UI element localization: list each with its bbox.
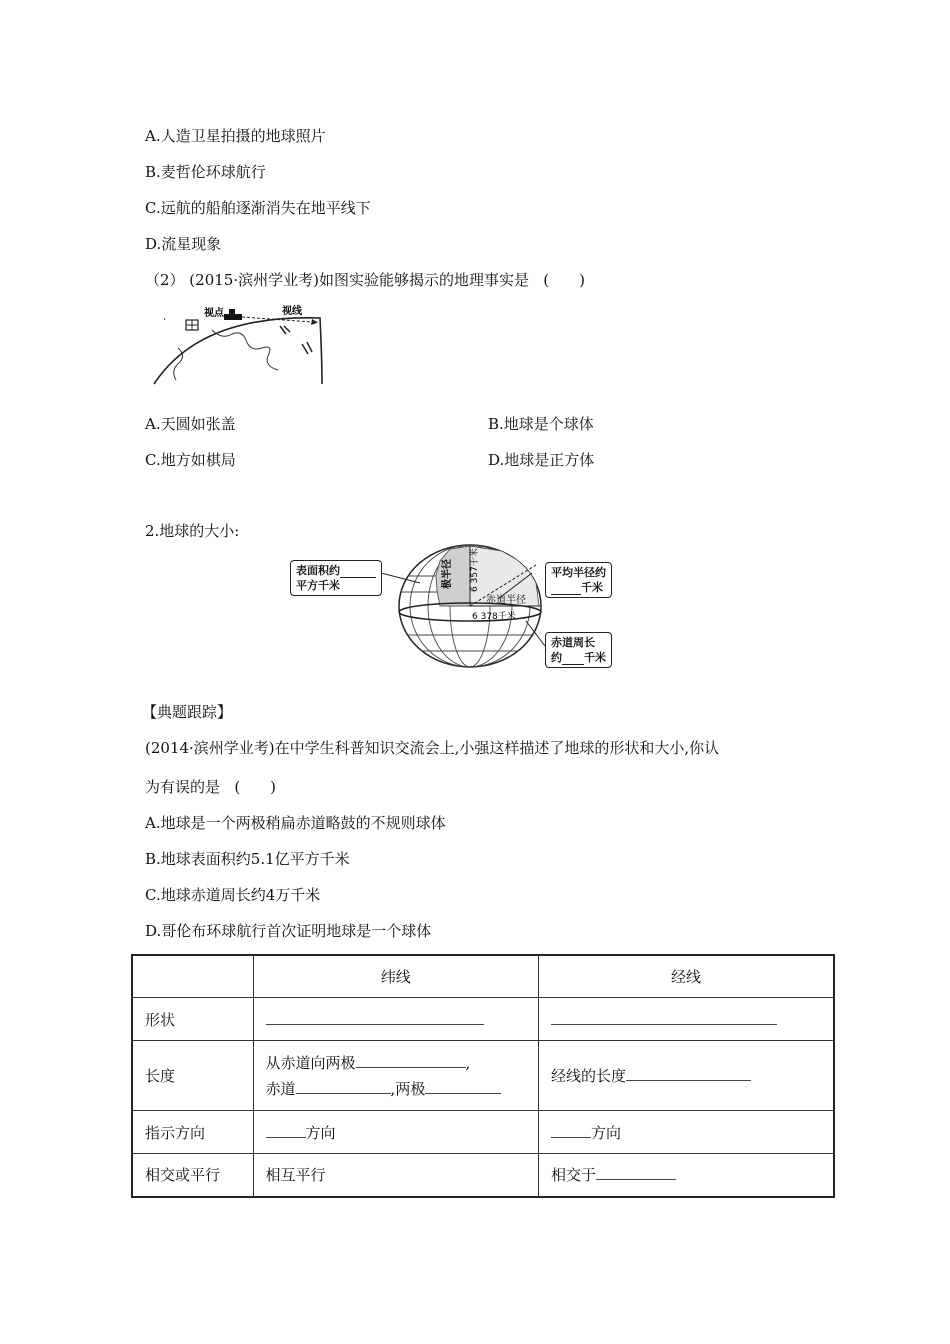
surface-area-blank bbox=[340, 563, 376, 578]
direction-weft-text: 方向 bbox=[305, 1123, 336, 1142]
length-weft-blank2[interactable] bbox=[296, 1079, 391, 1094]
direction-meridian-text: 方向 bbox=[591, 1123, 622, 1142]
equator-circumference-text2b: 千米 bbox=[584, 651, 606, 664]
table-header-empty bbox=[132, 955, 253, 998]
tracking-option-b: B.地球表面积约5.1亿平方千米 bbox=[145, 850, 350, 868]
viewpoint-label: 视点 bbox=[204, 308, 224, 319]
q2-answer-paren: ( ) bbox=[543, 271, 585, 289]
shape-meridian-cell bbox=[539, 998, 834, 1041]
length-weft-text-a: 从赤道向两极 bbox=[265, 1053, 356, 1072]
q2-option-a bbox=[145, 414, 594, 434]
equator-circumference-blank bbox=[562, 650, 584, 665]
lighthouse-icon bbox=[224, 309, 242, 320]
direction-meridian-cell bbox=[539, 1111, 834, 1154]
length-weft-text-d: ,两极 bbox=[390, 1079, 426, 1098]
row-label-length: 长度 bbox=[132, 1041, 253, 1111]
q2-option-c-text: C.地方如棋局 bbox=[145, 451, 236, 469]
average-radius-callout bbox=[545, 562, 612, 598]
q2-option-d: D.地球是正方体 bbox=[488, 451, 595, 469]
far-ship-icon bbox=[302, 342, 312, 354]
length-weft-text-c: 赤道 bbox=[265, 1079, 296, 1098]
average-radius-text2: 千米 bbox=[581, 581, 603, 594]
table-row-length bbox=[132, 1041, 834, 1111]
length-meridian-text: 经线的长度 bbox=[551, 1067, 627, 1085]
tracking-option-a: A.地球是一个两极稍扁赤道略鼓的不规则球体 bbox=[145, 814, 446, 832]
equator-circumference-row2 bbox=[551, 650, 606, 665]
polar-radius-value: 6 357千米 bbox=[470, 548, 480, 592]
surface-area-row1 bbox=[296, 563, 376, 578]
intersect-meridian-text: 相交于 bbox=[551, 1166, 597, 1185]
table-header-meridian: 经线 bbox=[539, 955, 834, 998]
table-header-row bbox=[132, 955, 834, 998]
earth-curvature-figure bbox=[150, 300, 340, 392]
table-row-shape bbox=[132, 998, 834, 1041]
tracking-stem-text: 为有误的是 bbox=[145, 778, 221, 796]
tracking-stem-line2 bbox=[145, 777, 276, 797]
equator-circumference-callout bbox=[545, 632, 612, 668]
tracking-option-c: C.地球赤道周长约4万千米 bbox=[145, 886, 321, 904]
q1-option-b: B.麦哲伦环球航行 bbox=[145, 163, 266, 181]
table-row-intersect bbox=[132, 1154, 834, 1197]
average-radius-row2 bbox=[551, 580, 606, 595]
equator-radius-value: 6 378千米 bbox=[472, 612, 516, 622]
tracking-option-d: D.哥伦布环球航行首次证明地球是一个球体 bbox=[145, 922, 432, 940]
length-weft-cell bbox=[253, 1041, 538, 1111]
length-weft-line2 bbox=[266, 1076, 526, 1102]
length-meridian-blank[interactable] bbox=[626, 1066, 751, 1081]
row-label-direction: 指示方向 bbox=[132, 1111, 253, 1154]
table-header-weft: 纬线 bbox=[253, 955, 538, 998]
q2-stem bbox=[145, 270, 585, 290]
tracking-answer-paren: ( ) bbox=[234, 778, 277, 796]
q2-stem-text: （2） (2015·滨州学业考)如图实验能够揭示的地理事实是 bbox=[145, 271, 529, 289]
direction-weft-blank[interactable] bbox=[266, 1123, 306, 1138]
q1-option-a: A.人造卫星拍摄的地球照片 bbox=[145, 127, 326, 145]
equator-circumference-text1: 赤道周长 bbox=[551, 636, 595, 649]
latitude-longitude-table bbox=[131, 954, 835, 1198]
surface-area-text2: 平方千米 bbox=[296, 579, 340, 592]
distant-ship-icon bbox=[280, 326, 290, 334]
direction-weft-cell bbox=[253, 1111, 538, 1154]
row-label-intersect: 相交或平行 bbox=[132, 1154, 253, 1197]
equator-circumference-text2a: 约 bbox=[551, 651, 562, 664]
length-weft-text-b: , bbox=[465, 1053, 471, 1072]
row-label-shape: 形状 bbox=[132, 998, 253, 1041]
sightline-label: 视线 bbox=[282, 306, 302, 317]
q1-option-c: C.远航的船舶逐渐消失在地平线下 bbox=[145, 199, 371, 217]
surface-area-callout bbox=[290, 560, 382, 596]
direction-meridian-blank[interactable] bbox=[551, 1123, 591, 1138]
shape-weft-blank[interactable] bbox=[266, 1010, 484, 1025]
ship-icon bbox=[186, 320, 198, 330]
length-weft-blank3[interactable] bbox=[425, 1079, 501, 1094]
equator-radius-label: 赤道半径 bbox=[486, 595, 526, 606]
shape-weft-cell bbox=[253, 998, 538, 1041]
q2-option-c bbox=[145, 450, 595, 470]
polar-radius-label: 极半径 bbox=[442, 559, 453, 589]
length-weft-line1 bbox=[266, 1050, 526, 1076]
intersect-meridian-blank[interactable] bbox=[596, 1165, 676, 1180]
average-radius-text1: 平均半径约 bbox=[551, 566, 606, 579]
table-row-direction bbox=[132, 1111, 834, 1154]
section2-title: 2.地球的大小: bbox=[145, 522, 240, 540]
shape-meridian-blank[interactable] bbox=[551, 1010, 777, 1025]
length-weft-blank1[interactable] bbox=[356, 1053, 466, 1068]
q2-option-a-text: A.天圆如张盖 bbox=[145, 415, 236, 433]
eye-icon: ͺ bbox=[162, 310, 167, 321]
tracking-heading: 【典题跟踪】 bbox=[142, 703, 233, 721]
tracking-stem-line1: (2014·滨州学业考)在中学生科普知识交流会上,小强这样描述了地球的形状和大小,你认 bbox=[145, 739, 720, 757]
intersect-meridian-cell bbox=[539, 1154, 834, 1197]
average-radius-blank bbox=[551, 580, 581, 595]
q2-option-b: B.地球是个球体 bbox=[488, 415, 594, 433]
intersect-weft-cell: 相互平行 bbox=[253, 1154, 538, 1197]
length-meridian-cell bbox=[539, 1041, 834, 1111]
surface-area-text1: 表面积约 bbox=[296, 564, 340, 577]
q1-option-d: D.流星现象 bbox=[145, 235, 222, 253]
